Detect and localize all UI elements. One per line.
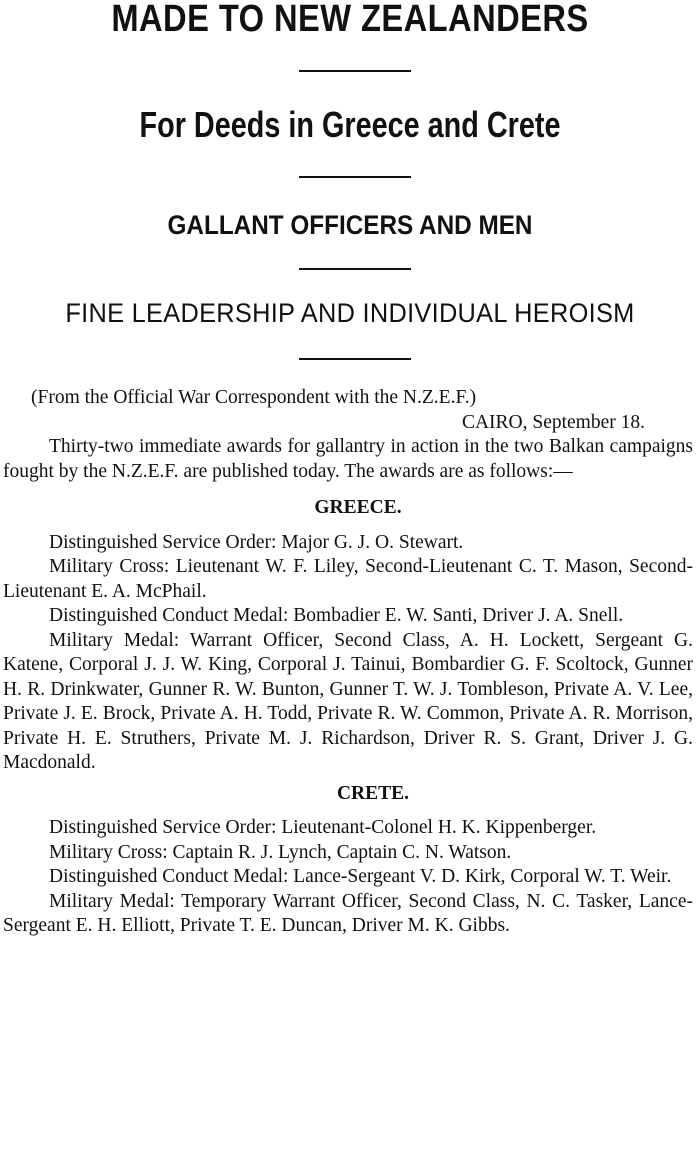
divider-rule <box>299 268 411 270</box>
subheadline-greece-crete: For Deeds in Greece and Crete <box>139 104 561 145</box>
section-heading-crete: CRETE. <box>336 782 410 804</box>
divider-rule <box>299 176 411 178</box>
divider-rule <box>299 70 411 72</box>
subheadline-leadership: FINE LEADERSHIP AND INDIVIDUAL HEROISM <box>65 298 635 328</box>
subheadline-gallant: GALLANT OFFICERS AND MEN <box>167 210 533 240</box>
source-line: (From the Official War Correspondent with the N.Z.E.F.) <box>31 387 477 408</box>
award-paragraph: Military Medal: Temporary Warrant Officer, Second Class, N. C. Tasker, Lance-Sergeant E. H. Elliott, Private T. E. Duncan, Driver M. K. Gibbs. <box>3 890 693 936</box>
divider-rule <box>299 358 411 360</box>
award-paragraph: Military Cross: Captain R. J. Lynch, Captain C. N. Watson. <box>49 841 512 863</box>
award-paragraph: Military Cross: Lieutenant W. F. Liley, Second-Lieutenant C. T. Mason, Second-Lieutenant E. A. McPhail. <box>3 556 693 602</box>
award-paragraph: Military Medal: Warrant Officer, Second Class, A. H. Lockett, Sergeant G. Katene, Corporal J. J. W. King, Corporal J. Tainui, Bombardier G. F. Scoltock, Gunner H. R. Drinkwater, Gunner R. W. Bunton, Gunner T. W. J. Tombleson, Private A. V. Lee, Private J. E. Brock, Private A. H. Todd, Private R. W. Common, Private A. R. Morrison, Private H. E. Struthers, Private M. J. Richardson, Driver R. S. Grant, Driver J. G. Macdonald. <box>3 629 693 773</box>
intro-paragraph: Thirty-two immediate awards for gallantry in action in the two Balkan campaigns fought by the N.Z.E.F. are published today. The awards are as follows:— <box>3 436 693 482</box>
section-heading-greece: GREECE. <box>314 497 402 518</box>
award-paragraph: Distinguished Service Order: Major G. J. O. Stewart. <box>49 531 464 553</box>
dateline: CAIRO, September 18. <box>461 411 645 433</box>
headline: MADE TO NEW ZEALANDERS <box>111 0 589 40</box>
award-paragraph: Distinguished Service Order: Lieutenant-Colonel H. K. Kippenberger. <box>49 817 597 838</box>
article-body <box>3 386 693 939</box>
award-paragraph: Distinguished Conduct Medal: Lance-Sergeant V. D. Kirk, Corporal W. T. Weir. <box>49 866 672 887</box>
award-paragraph: Distinguished Conduct Medal: Bombadier E. W. Santi, Driver J. A. Snell. <box>49 605 624 626</box>
